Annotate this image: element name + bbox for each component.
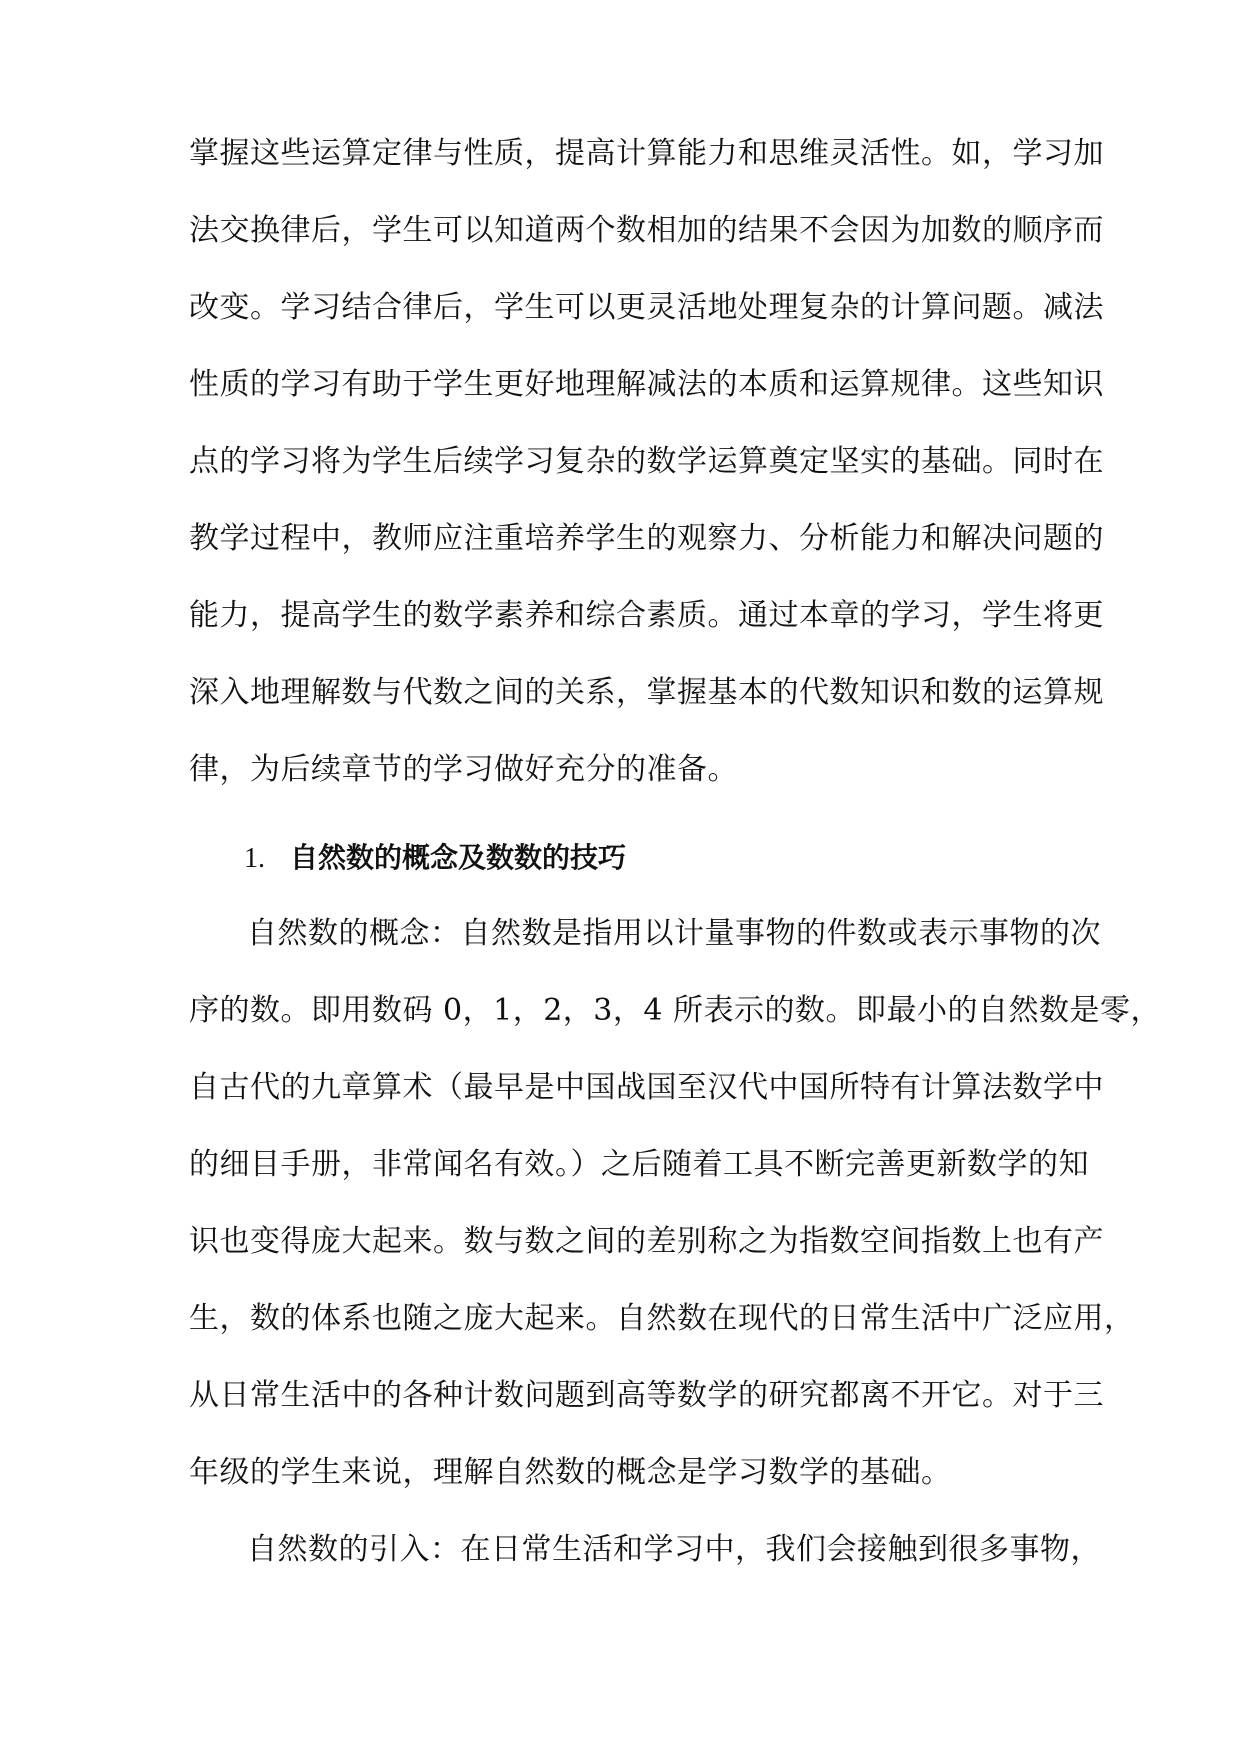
section-heading (244, 838, 626, 879)
paragraph-line: 教学过程中，教师应注重培养学生的观察力、分析能力和解决问题的 (189, 521, 1104, 556)
paragraph-line: 生，数的体系也随之庞大起来。自然数在现代的日常生活中广泛应用， (189, 1301, 1135, 1336)
paragraph-line: 深入地理解数与代数之间的关系，掌握基本的代数知识和数的运算规 (189, 675, 1104, 710)
paragraph-line: 识也变得庞大起来。数与数之间的差别称之为指数空间指数上也有产 (189, 1224, 1104, 1259)
paragraph-line: 掌握这些运算定律与性质，提高计算能力和思维灵活性。如，学习加 (189, 136, 1104, 171)
section-title: 自然数的概念及数数的技巧 (290, 841, 627, 874)
section-number: 1. (244, 843, 265, 874)
paragraph-line: 律，为后续章节的学习做好充分的准备。 (189, 752, 738, 787)
paragraph-line: 自古代的九章算术（最早是中国战国至汉代中国所特有计算法数学中 (189, 1070, 1104, 1105)
paragraph-line: 改变。学习结合律后，学生可以更灵活地处理复杂的计算问题。减法 (189, 290, 1104, 325)
paragraph-line: 性质的学习有助于学生更好地理解减法的本质和运算规律。这些知识 (189, 367, 1104, 402)
paragraph-line: 序的数。即用数码 0，1，2，3，4 所表示的数。即最小的自然数是零， (189, 993, 1162, 1028)
paragraph-line: 自然数的概念：自然数是指用以计量事物的件数或表示事物的次 (247, 916, 1101, 951)
paragraph-line: 的细目手册，非常闻名有效。）之后随着工具不断完善更新数学的知 (189, 1147, 1089, 1182)
paragraph-line: 年级的学生来说，理解自然数的概念是学习数学的基础。 (189, 1455, 952, 1490)
paragraph-line: 自然数的引入：在日常生活和学习中，我们会接触到很多事物， (247, 1532, 1101, 1567)
paragraph-line: 从日常生活中的各种计数问题到高等数学的研究都离不开它。对于三 (189, 1378, 1104, 1413)
paragraph-line: 点的学习将为学生后续学习复杂的数学运算奠定坚实的基础。同时在 (189, 444, 1104, 479)
paragraph-line: 能力，提高学生的数学素养和综合素质。通过本章的学习，学生将更 (189, 598, 1104, 633)
paragraph-line: 法交换律后，学生可以知道两个数相加的结果不会因为加数的顺序而 (189, 213, 1104, 248)
